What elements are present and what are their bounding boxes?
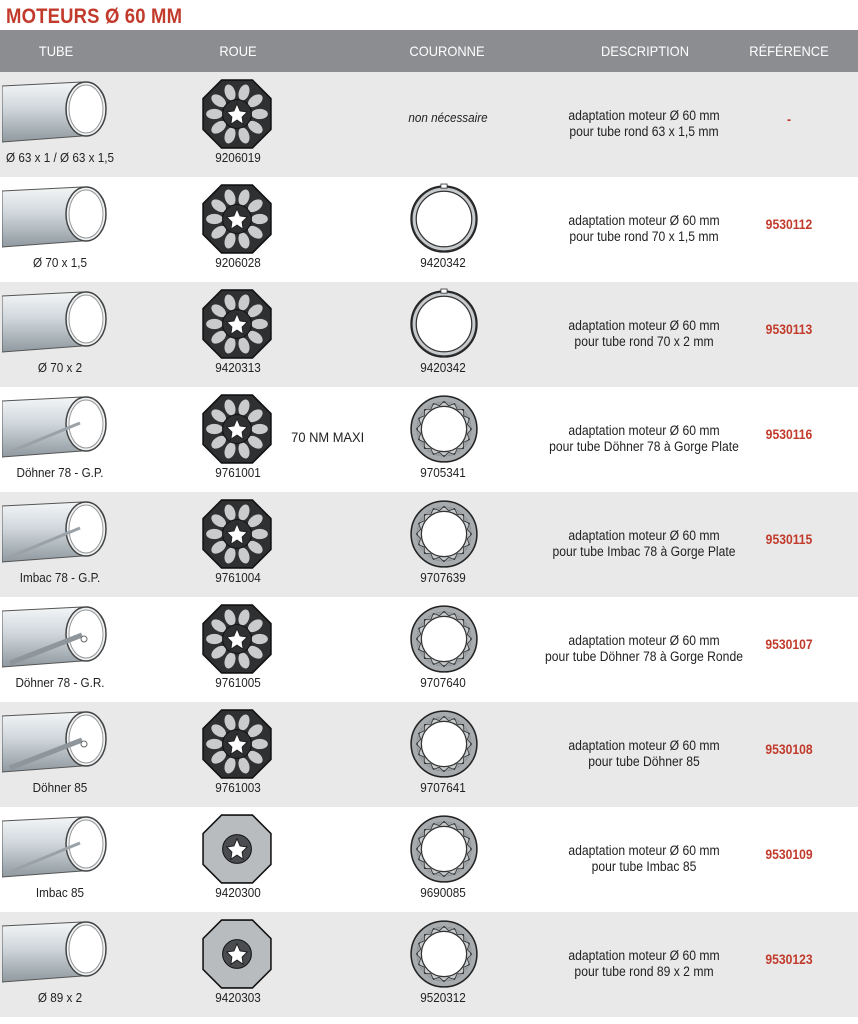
table-row [0,72,858,177]
column-header-description: DESCRIPTION [600,43,690,59]
description [532,423,755,455]
wheel-image [201,393,273,470]
reference-number: 9530113 [765,322,813,337]
description-line-1: adaptation moteur Ø 60 mm [568,423,720,438]
tube-label: Imbac 85 [35,885,85,900]
description-line-2: pour tube Döhner 78 à Gorge Plate [549,439,739,454]
description [532,108,755,140]
reference-number: 9530107 [765,637,813,652]
wheel-image [201,603,273,680]
description-line-2: pour tube rond 63 x 1,5 mm [569,124,719,139]
crown-image [408,183,480,260]
wheel-reference: 9420300 [215,885,261,900]
description-line-1: adaptation moteur Ø 60 mm [568,108,720,123]
crown-image [408,288,480,365]
tube-image [2,603,114,678]
crown-image [408,918,480,995]
crown-image [408,498,480,575]
wheel-reference: 9761004 [215,570,261,585]
table-row [0,387,858,492]
reference-number: 9530112 [765,217,813,232]
description-line-2: pour tube Döhner 78 à Gorge Ronde [545,649,743,664]
description-line-2: pour tube Imbac 85 [591,859,697,874]
description [532,213,755,245]
tube-label: Döhner 78 - G.R. [15,675,105,690]
table-row [0,807,858,912]
crown-image [408,603,480,680]
wheel-image [201,498,273,575]
description [532,948,755,980]
wheel-reference: 9761005 [215,675,261,690]
reference-number: 9530116 [765,427,813,442]
tube-label: Ø 63 x 1 / Ø 63 x 1,5 [6,150,114,165]
description-line-2: pour tube Imbac 78 à Gorge Plate [552,544,736,559]
crown-reference: 9705341 [420,465,466,480]
tube-label: Döhner 85 [32,780,88,795]
table-row [0,912,858,1017]
table-header [0,30,858,72]
tube-image [2,708,114,783]
description-line-2: pour tube rond 89 x 2 mm [574,964,714,979]
crown-reference: 9690085 [420,885,466,900]
wheel-image [201,813,273,890]
reference-number: 9530109 [765,847,813,862]
description-line-2: pour tube rond 70 x 2 mm [574,334,714,349]
column-header-roue: ROUE [219,43,257,59]
description [532,633,755,665]
crown-image [408,708,480,785]
tube-label: Ø 70 x 1,5 [33,255,87,270]
tube-image [2,288,114,363]
column-header-couronne: COURONNE [409,43,485,59]
wheel-image [201,918,273,995]
wheel-image [201,708,273,785]
crown-reference: 9707640 [420,675,466,690]
description [532,528,755,560]
description-line-2: pour tube rond 70 x 1,5 mm [569,229,719,244]
crown-note: non nécessaire [408,110,488,125]
table-row [0,282,858,387]
description-line-1: adaptation moteur Ø 60 mm [568,948,720,963]
crown-image [408,393,480,470]
description-line-1: adaptation moteur Ø 60 mm [568,528,720,543]
description-line-1: adaptation moteur Ø 60 mm [568,213,720,228]
crown-reference: 9707641 [420,780,466,795]
product-table [0,72,858,1017]
tube-label: Ø 70 x 2 [37,360,83,375]
description-line-1: adaptation moteur Ø 60 mm [568,318,720,333]
wheel-reference: 9420303 [215,990,261,1005]
crown-reference: 9420342 [420,255,466,270]
wheel-reference: 9761003 [215,780,261,795]
crown-reference: 9707639 [420,570,466,585]
wheel-reference: 9206019 [215,150,261,165]
tube-image [2,183,114,258]
tube-image [2,918,114,993]
crown-image [408,813,480,890]
torque-note: 70 NM MAXI [291,429,365,445]
table-row [0,492,858,597]
tube-label: Imbac 78 - G.P. [19,570,101,585]
reference-number: 9530108 [765,742,813,757]
tube-label: Döhner 78 - G.P. [16,465,104,480]
reference-number: 9530123 [765,952,813,967]
column-header-tube: TUBE [38,43,74,59]
wheel-image [201,183,273,260]
description-line-1: adaptation moteur Ø 60 mm [568,633,720,648]
description [532,738,755,770]
table-row [0,597,858,702]
tube-image [2,498,114,573]
table-row [0,702,858,807]
wheel-image [201,78,273,155]
tube-image [2,813,114,888]
tube-label: Ø 89 x 2 [37,990,83,1005]
description-line-1: adaptation moteur Ø 60 mm [568,738,720,753]
wheel-reference: 9761001 [215,465,261,480]
column-header-reference: RÉFÉRENCE [749,43,829,59]
tube-image [2,393,114,468]
crown-reference: 9420342 [420,360,466,375]
page-title: MOTEURS Ø 60 MM [6,5,183,28]
description [532,843,755,875]
reference-number: - [786,112,792,127]
description [532,318,755,350]
table-row [0,177,858,282]
description-line-1: adaptation moteur Ø 60 mm [568,843,720,858]
crown-reference: 9520312 [420,990,466,1005]
reference-number: 9530115 [765,532,813,547]
description-line-2: pour tube Döhner 85 [588,754,700,769]
wheel-image [201,288,273,365]
wheel-reference: 9206028 [215,255,261,270]
tube-image [2,78,114,153]
wheel-reference: 9420313 [215,360,261,375]
